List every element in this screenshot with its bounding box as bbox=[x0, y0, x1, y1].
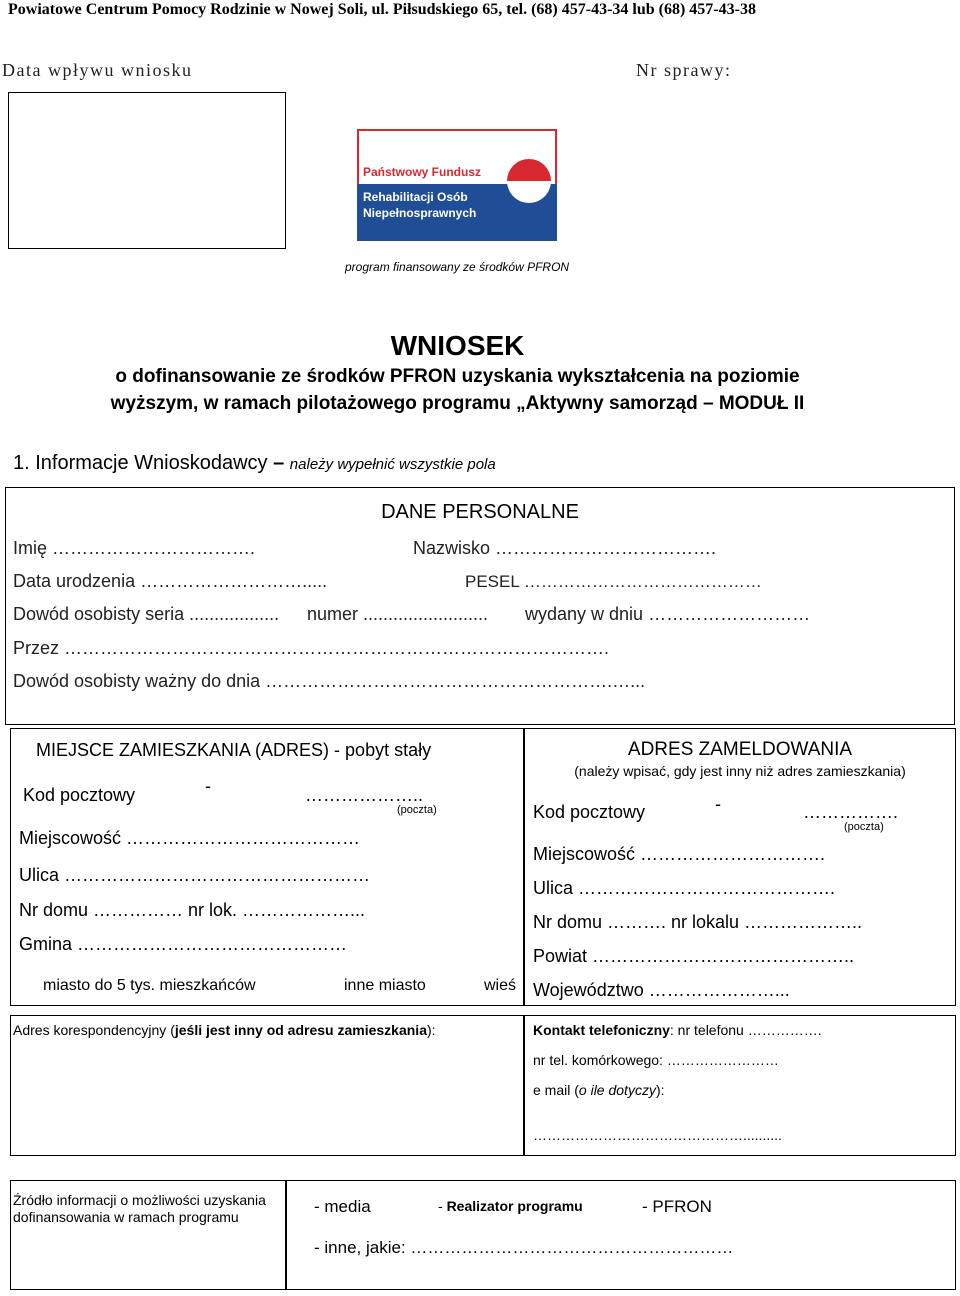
pesel-field[interactable]: PESEL …………………………………… bbox=[465, 572, 762, 591]
residence-commune-field[interactable]: Gmina ……………………………………… bbox=[19, 934, 348, 954]
mobile-field[interactable]: nr tel. komórkowego: …………………… bbox=[533, 1052, 779, 1068]
title-line-1: o dofinansowanie ze środków PFRON uzyskania wykształcenia na poziomie bbox=[115, 366, 800, 387]
office-header: Powiatowe Centrum Pomocy Rodzinie w Nowej Soli, ul. Piłsudskiego 65, tel. (68) 457-43-34 lub (68) 457-43-38 bbox=[8, 1, 756, 18]
email-input[interactable]: ……………………………………….......... bbox=[533, 1127, 782, 1143]
id-number-field[interactable]: numer ......................... bbox=[307, 604, 489, 624]
registration-county-field[interactable]: Powiat …………………………………….. bbox=[533, 946, 855, 966]
title-line-2: wyższym, w ramach pilotażowego programu „Aktywny samorząd – MODUŁ II bbox=[110, 393, 805, 414]
registration-postal-label: Kod pocztowy bbox=[533, 802, 646, 822]
registration-voivodeship-field[interactable]: Województwo …………………... bbox=[533, 980, 790, 1000]
registration-house-field[interactable]: Nr domu ………. nr lokalu ……………….. bbox=[533, 912, 863, 932]
personal-data-heading: DANE PERSONALNE bbox=[381, 501, 579, 523]
residence-heading: MIEJSCE ZAMIESZKANIA (ADRES) - pobyt stały bbox=[36, 740, 432, 760]
id-valid-until-field[interactable]: Dowód osobisty ważny do dnia ………………………………………………….…... bbox=[13, 671, 646, 691]
source-media-option[interactable]: - media bbox=[314, 1197, 371, 1216]
residence-house-field[interactable]: Nr domu …………… nr lok. ………………... bbox=[19, 900, 366, 920]
birth-date-field[interactable]: Data urodzenia ………………………..... bbox=[13, 571, 328, 591]
date-stamp-box bbox=[8, 92, 286, 249]
registration-postal-dash: - bbox=[715, 794, 721, 814]
residence-postal-caption: (poczta) bbox=[397, 804, 437, 816]
email-field[interactable]: e mail (o ile dotyczy): bbox=[533, 1082, 665, 1098]
registration-city-field[interactable]: Miejscowość …………………………. bbox=[533, 844, 826, 864]
registration-note: (należy wpisać, gdy jest inny niż adres zamieszkania) bbox=[574, 763, 906, 779]
source-pfron-option[interactable]: - PFRON bbox=[642, 1197, 712, 1216]
residence-postal-dash: - bbox=[205, 776, 211, 796]
first-name-field[interactable]: Imię ……………………………. bbox=[13, 538, 256, 558]
id-issued-date-field[interactable]: wydany w dniu ……………………… bbox=[525, 604, 811, 624]
option-other-town[interactable]: inne miasto bbox=[344, 977, 426, 994]
source-other-option[interactable]: - inne, jakie: ………………………………………………… bbox=[314, 1238, 734, 1257]
id-series-field[interactable]: Dowód osobisty seria .................. bbox=[13, 604, 280, 624]
logo-circle-icon bbox=[507, 159, 551, 203]
option-small-town[interactable]: miasto do 5 tys. mieszkańców bbox=[43, 977, 256, 994]
residence-postal-label: Kod pocztowy bbox=[23, 785, 136, 805]
source-label: Źródło informacji o możliwości uzyskania dofinansowania w ramach programu bbox=[13, 1192, 266, 1225]
source-options-box bbox=[286, 1180, 956, 1290]
surname-field[interactable]: Nazwisko ………………………………. bbox=[413, 538, 717, 558]
source-realizer-option[interactable]: - Realizator programu bbox=[438, 1198, 583, 1214]
pfron-logo: Państwowy Fundusz Rehabilitacji Osób Niepełnosprawnych bbox=[357, 129, 557, 241]
date-received-label: Data wpływu wniosku bbox=[2, 60, 193, 80]
registration-street-field[interactable]: Ulica ……………………………………. bbox=[533, 878, 836, 898]
correspondence-label[interactable]: Adres korespondencyjny (jeśli jest inny od adresu zamieszkania): bbox=[13, 1022, 436, 1038]
residence-postal-input[interactable]: ……………….. bbox=[305, 785, 424, 805]
registration-postal-input[interactable]: ……………. bbox=[803, 802, 899, 822]
document-title: WNIOSEK bbox=[390, 330, 525, 361]
id-issuer-field[interactable]: Przez ………………………………………………………………………………. bbox=[13, 638, 610, 658]
option-village[interactable]: wieś bbox=[484, 977, 517, 994]
phone-field[interactable]: Kontakt telefoniczny: nr telefonu ……………. bbox=[533, 1022, 822, 1038]
residence-city-field[interactable]: Miejscowość ………………………………… bbox=[19, 828, 361, 848]
funding-note: program finansowany ze środków PFRON bbox=[345, 260, 570, 274]
case-number-label: Nr sprawy: bbox=[636, 60, 732, 80]
residence-street-field[interactable]: Ulica …………………………………………… bbox=[19, 865, 371, 885]
registration-heading: ADRES ZAMELDOWANIA bbox=[627, 739, 853, 760]
registration-postal-caption: (poczta) bbox=[844, 821, 884, 833]
section-heading: 1. Informacje Wnioskodawcy – należy wypełnić wszystkie pola bbox=[13, 452, 496, 474]
